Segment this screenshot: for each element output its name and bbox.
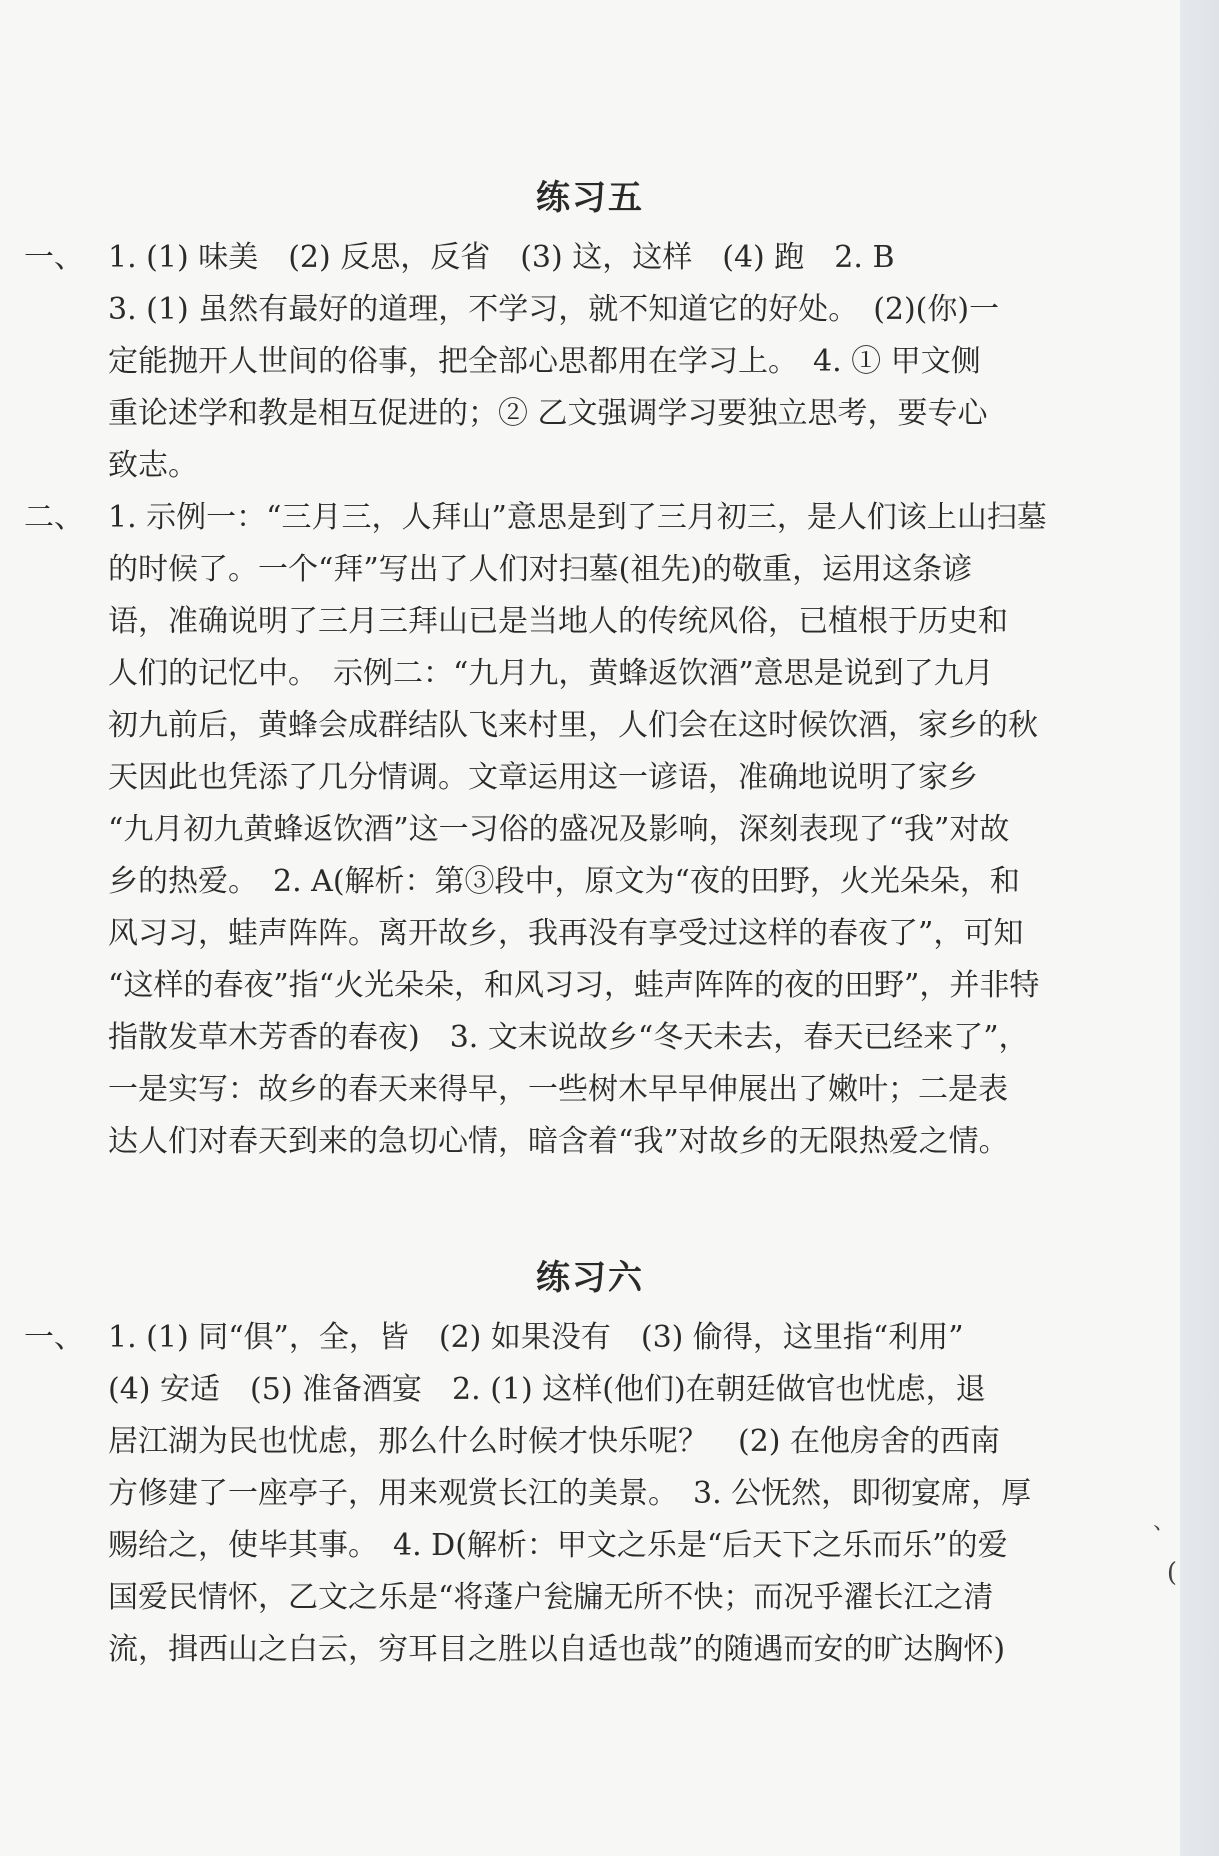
section5-part1 xyxy=(24,232,1114,492)
section-title-6: 练习六 xyxy=(536,1258,644,1298)
text-line: 一是实写：故乡的春天来得早，一些树木早早伸展出了嫩叶；二是表 xyxy=(108,1072,1008,1107)
section6-part1 xyxy=(24,1312,1114,1676)
text-line: 达人们对春天到来的急切心情，暗含着“我”对故乡的无限热爱之情。 xyxy=(108,1124,1009,1159)
text-line: “这样的春夜”指“火光朵朵，和风习习，蛙声阵阵的夜的田野”，并非特 xyxy=(108,968,1040,1003)
text-line: 人们的记忆中。 示例二：“九月九，黄蜂返饮酒”意思是说到了九月 xyxy=(108,656,994,691)
text-line: (4) 安适 (5) 准备酒宴 2. (1) 这样(他们)在朝廷做官也忧虑，退 xyxy=(108,1372,986,1407)
part-label: 一、 xyxy=(24,240,84,275)
text-line: 天因此也凭添了几分情调。文章运用这一谚语，准确地说明了家乡 xyxy=(108,760,978,795)
margin-mark: ( xyxy=(1166,1558,1177,1588)
text-line: 重论述学和教是相互促进的；② 乙文强调学习要独立思考，要专心 xyxy=(108,396,988,431)
text-line: “九月初九黄蜂返饮酒”这一习俗的盛况及影响，深刻表现了“我”对故 xyxy=(108,812,1010,847)
text-line: 流，揖西山之白云，穷耳目之胜以自适也哉”的随遇而安的旷达胸怀) xyxy=(108,1632,1006,1667)
text-line: 初九前后，黄蜂会成群结队飞来村里，人们会在这时候饮酒，家乡的秋 xyxy=(108,708,1038,743)
text-line: 指散发草木芳香的春夜) 3. 文末说故乡“冬天未去，春天已经来了”， xyxy=(108,1020,1029,1055)
text-line: 方修建了一座亭子，用来观赏长江的美景。 3. 公怃然，即彻宴席，厚 xyxy=(108,1476,1032,1511)
text-line: 语，准确说明了三月三拜山已是当地人的传统风俗，已植根于历史和 xyxy=(108,604,1008,639)
page-edge-shadow xyxy=(1180,0,1219,1856)
text-line: 风习习，蛙声阵阵。离开故乡，我再没有享受过这样的春夜了”，可知 xyxy=(108,916,1024,951)
text-line: 一、 1. (1) 味美 (2) 反思，反省 (3) 这，这样 (4) 跑 2. B xyxy=(24,232,1114,284)
section-title-5: 练习五 xyxy=(536,178,644,218)
text-line: 致志。 xyxy=(108,448,198,483)
section5-part2 xyxy=(24,492,1114,1168)
text-line: 国爱民情怀，乙文之乐是“将蓬户瓮牖无所不快；而况乎濯长江之清 xyxy=(108,1580,994,1615)
part-label: 一、 xyxy=(24,1320,84,1355)
text-line: 赐给之，使毕其事。 4. D(解析：甲文之乐是“后天下之乐而乐”的爱 xyxy=(108,1528,1008,1563)
text-line: 二、 1. 示例一：“三月三，人拜山”意思是到了三月初三，是人们该上山扫墓 xyxy=(24,492,1114,544)
text-line: 居江湖为民也忧虑，那么什么时候才快乐呢？ (2) 在他房舍的西南 xyxy=(108,1424,1001,1459)
text-line: 定能抛开人世间的俗事，把全部心思都用在学习上。 4. ① 甲文侧 xyxy=(108,344,981,379)
text-line: 的时候了。一个“拜”写出了人们对扫墓(祖先)的敬重，运用这条谚 xyxy=(108,552,973,587)
part-label: 二、 xyxy=(24,500,84,535)
text-line: 乡的热爱。 2. A(解析：第③段中，原文为“夜的田野，火光朵朵，和 xyxy=(108,864,1020,899)
text-line: 一、 1. (1) 同“俱”，全，皆 (2) 如果没有 (3) 偷得，这里指“利用” xyxy=(24,1312,1114,1364)
text-line: 3. (1) 虽然有最好的道理，不学习，就不知道它的好处。 (2)(你)一 xyxy=(108,292,1000,327)
margin-mark: 、 xyxy=(1152,1510,1175,1535)
